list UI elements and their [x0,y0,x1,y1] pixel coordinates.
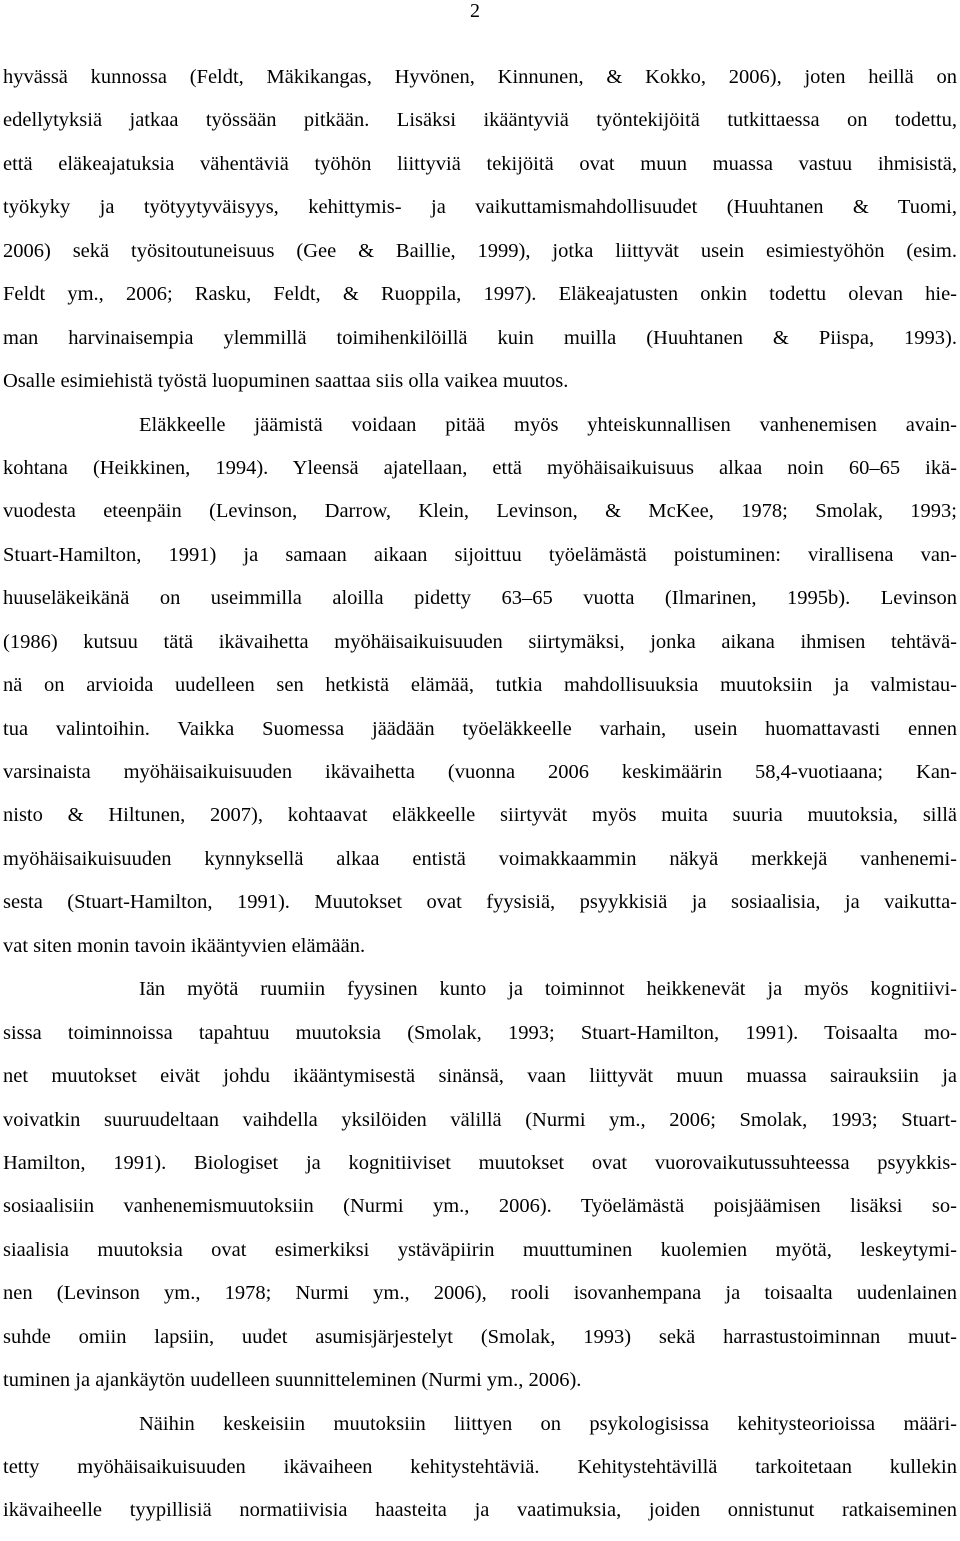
text-line: huuseläkeikänä on useimmilla aloilla pidetty 63–65 vuotta (Ilmarinen, 1995b). Levinson [3,587,957,610]
text-line: sesta (Stuart-Hamilton, 1991). Muutokset ovat fyysisiä, psyykkisiä ja sosiaalisia, ja vaikutta- [3,891,957,914]
text-line: net muutokset eivät johdu ikääntymisestä sinänsä, vaan liittyvät muun muassa sairauksiin ja [3,1065,957,1088]
text-line: hyvässä kunnossa (Feldt, Mäkikangas, Hyvönen, Kinnunen, & Kokko, 2006), joten heillä on [3,66,957,88]
text-line: Hamilton, 1991). Biologiset ja kognitiiviset muutokset ovat vuorovaikutussuhteessa psyykkis- [3,1151,957,1174]
text-line: vat siten monin tavoin ikääntyvien elämään. [3,934,366,957]
text-line: voivatkin suuruudeltaan vaihdella yksilöiden välillä (Nurmi ym., 2006; Smolak, 1993; Stuart- [3,1108,957,1131]
text-line: tetty myöhäisaikuisuuden ikävaiheen kehitystehtäviä. Kehitystehtävillä tarkoitetaan kullekin [3,1456,957,1478]
text-line: nen (Levinson ym., 1978; Nurmi ym., 2006), rooli isovanhempana ja toisaalta uudenlainen [3,1282,957,1305]
text-line: Iän myötä ruumiin fyysinen kunto ja toiminnot heikkenevät ja myös kognitiivi- [139,978,957,1001]
text-line: siaalisia muutoksia ovat esimerkiksi ystäväpiirin muuttuminen kuolemien myötä, leskeytymi- [3,1238,957,1261]
text-line: 2006) sekä työsitoutuneisuus (Gee & Baillie, 1999), jotka liittyvät usein esimiestyöhön (esim. [3,239,957,262]
text-line: tua valintoihin. Vaikka Suomessa jäädään työeläkkeelle varhain, usein huomattavasti ennen [3,717,957,740]
page-number: 2 [470,0,480,22]
text-line: nä on arvioida uudelleen sen hetkistä elämää, tutkia mahdollisuuksia muutoksiin ja valmistau- [3,674,957,697]
text-line: nisto & Hiltunen, 2007), kohtaavat eläkkeelle siirtyvät myös muita suuria muutoksia, sillä [3,804,957,827]
text-line: työkyky ja työtyytyväisyys, kehittymis- ja vaikuttamismahdollisuudet (Huuhtanen & Tuomi, [3,196,957,219]
text-line: kohtana (Heikkinen, 1994). Yleensä ajatellaan, että myöhäisaikuisuus alkaa noin 60–65 ikä- [3,456,957,479]
text-line: varsinaista myöhäisaikuisuuden ikävaihetta (vuonna 2006 keskimäärin 58,4-vuotiaana; Kan- [3,761,957,783]
text-line: ikävaiheelle tyypillisiä normatiivisia haasteita ja vaatimuksia, joiden onnistunut ratkaiseminen [3,1499,957,1522]
text-line: että eläkeajatuksia vähentäviä työhön liittyviä tekijöitä ovat muun muassa vastuu ihmisistä, [3,152,957,175]
text-line: Eläkkeelle jäämistä voidaan pitää myös yhteiskunnallisen vanhenemisen avain- [139,413,957,436]
text-line: (1986) kutsuu tätä ikävaihetta myöhäisaikuisuuden siirtymäksi, jonka aikana ihmisen tehtävä- [3,630,957,653]
text-line: myöhäisaikuisuuden kynnyksellä alkaa entistä voimakkaammin näkyä merkkejä vanhenemi- [3,847,957,870]
text-line: sosiaalisiin vanhenemismuutoksiin (Nurmi ym., 2006). Työelämästä poisjäämisen lisäksi so- [3,1195,957,1218]
text-line: Osalle esimiehistä työstä luopuminen saattaa siis olla vaikea muutos. [3,370,569,393]
text-line: Näihin keskeisiin muutoksiin liittyen on psykologisissa kehitysteorioissa määri- [139,1412,957,1435]
text-line: suhde omiin lapsiin, uudet asumisjärjestelyt (Smolak, 1993) sekä harrastustoiminnan muut- [3,1325,957,1348]
text-line: edellytyksiä jatkaa työssään pitkään. Lisäksi ikääntyviä työntekijöitä tutkittaessa on todettu, [3,109,957,132]
text-line: tuminen ja ajankäytön uudelleen suunnitteleminen (Nurmi ym., 2006). [3,1369,582,1392]
text-line: Feldt ym., 2006; Rasku, Feldt, & Ruoppila, 1997). Eläkeajatusten onkin todettu olevan hie- [3,283,957,306]
text-line: sissa toiminnoissa tapahtuu muutoksia (Smolak, 1993; Stuart-Hamilton, 1991). Toisaalta mo- [3,1021,957,1044]
text-line: vuodesta eteenpäin (Levinson, Darrow, Klein, Levinson, & McKee, 1978; Smolak, 1993; [3,500,957,523]
text-line: Stuart-Hamilton, 1991) ja samaan aikaan sijoittuu työelämästä poistuminen: virallisena van- [3,543,957,566]
text-line: man harvinaisempia ylemmillä toimihenkilöillä kuin muilla (Huuhtanen & Piispa, 1993). [3,326,957,349]
body-text [3,56,957,1533]
